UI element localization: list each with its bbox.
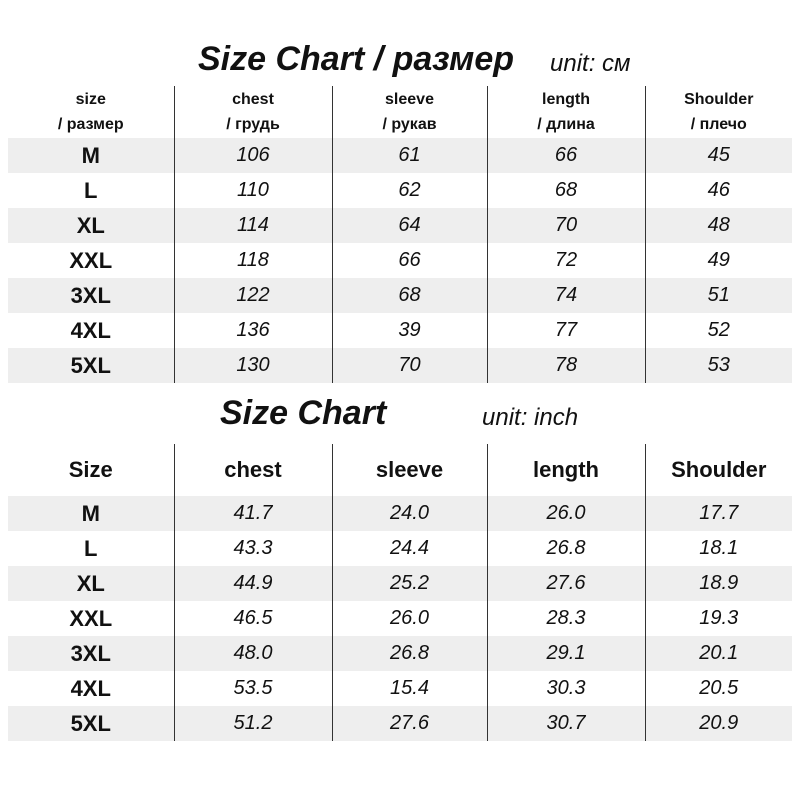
cm-shoulder-cell: 46: [645, 173, 792, 208]
cm-length-cell: 72: [487, 243, 645, 278]
cm-row-4xl: [8, 313, 792, 348]
cm-size-table: [8, 86, 792, 383]
cm-size-cell: L: [84, 177, 98, 203]
inch-shoulder-cell: 20.5: [645, 671, 792, 706]
cm-header-size-en: size: [75, 91, 106, 108]
inch-chest-cell: 48.0: [174, 636, 332, 671]
inch-size-cell: 3XL: [8, 636, 174, 671]
cm-sleeve-cell: 61: [332, 138, 487, 173]
cm-chest-cell: 114: [174, 208, 332, 243]
inch-shoulder-cell: 20.9: [645, 706, 792, 741]
cm-header-sleeve: [332, 86, 487, 138]
inch-chest-cell: 44.9: [174, 566, 332, 601]
inch-header-chest: chest: [174, 444, 332, 496]
cm-sleeve-cell: 70: [332, 348, 487, 383]
inch-shoulder-cell: 19.3: [645, 601, 792, 636]
cm-length-cell: 70: [487, 208, 645, 243]
inch-row-m: [8, 496, 792, 531]
cm-shoulder-cell: 48: [645, 208, 792, 243]
inch-sleeve-cell: 26.0: [332, 601, 487, 636]
inch-row-4xl: [8, 671, 792, 706]
inch-size-cell: L: [84, 535, 98, 561]
inch-header-size: Size: [68, 457, 113, 482]
inch-chest-cell: 43.3: [174, 531, 332, 566]
cm-size-cell: M: [8, 138, 174, 173]
inch-chart-title: Size Chart: [220, 394, 387, 432]
inch-chest-cell: 41.7: [174, 496, 332, 531]
inch-row-xxl: [8, 601, 792, 636]
cm-chest-cell: 136: [174, 313, 332, 348]
cm-header-chest-ru: / грудь: [226, 116, 280, 133]
cm-row-xl: [8, 208, 792, 243]
inch-length-cell: 26.8: [487, 531, 645, 566]
cm-chest-cell: 118: [174, 243, 332, 278]
cm-shoulder-cell: 51: [645, 278, 792, 313]
cm-length-cell: 68: [487, 173, 645, 208]
inch-length-cell: 30.7: [487, 706, 645, 741]
cm-header-sleeve-ru: / рукав: [382, 116, 437, 133]
inch-size-table: [8, 444, 792, 741]
cm-header-length-en: length: [542, 91, 590, 108]
cm-header-chest: [174, 86, 332, 138]
inch-row-3xl: [8, 636, 792, 671]
cm-chart-title: Size Chart / размер: [198, 40, 515, 78]
cm-row-l: [8, 173, 792, 208]
cm-header-shoulder: [645, 86, 792, 138]
inch-unit-label: unit: inch: [482, 404, 579, 431]
inch-length-cell: 27.6: [487, 566, 645, 601]
cm-length-cell: 74: [487, 278, 645, 313]
inch-length-cell: 26.0: [487, 496, 645, 531]
inch-header-sleeve: sleeve: [332, 444, 487, 496]
inch-size-cell: M: [8, 496, 174, 531]
cm-size-cell: 3XL: [8, 278, 174, 313]
inch-row-5xl: [8, 706, 792, 741]
cm-row-5xl: [8, 348, 792, 383]
cm-chest-cell: 106: [174, 138, 332, 173]
inch-length-cell: 29.1: [487, 636, 645, 671]
inch-sleeve-cell: 27.6: [332, 706, 487, 741]
cm-chest-cell: 110: [174, 173, 332, 208]
inch-length-cell: 28.3: [487, 601, 645, 636]
cm-sleeve-cell: 39: [332, 313, 487, 348]
cm-header-size-ru: / размер: [57, 116, 124, 133]
cm-header-length: [487, 86, 645, 138]
cm-length-cell: 66: [487, 138, 645, 173]
cm-shoulder-cell: 45: [645, 138, 792, 173]
inch-size-cell: 5XL: [8, 706, 174, 741]
inch-sleeve-cell: 26.8: [332, 636, 487, 671]
cm-row-m: [8, 138, 792, 173]
inch-shoulder-cell: 20.1: [645, 636, 792, 671]
inch-chest-cell: 51.2: [174, 706, 332, 741]
cm-header-size: [8, 86, 174, 138]
cm-header-row: [8, 86, 792, 138]
cm-row-3xl: [8, 278, 792, 313]
cm-shoulder-cell: 52: [645, 313, 792, 348]
inch-sleeve-cell: 25.2: [332, 566, 487, 601]
cm-unit-label: unit: см: [550, 50, 631, 77]
cm-chest-cell: 130: [174, 348, 332, 383]
cm-header-sleeve-en: sleeve: [385, 91, 434, 108]
cm-header-chest-en: chest: [232, 91, 274, 108]
inch-length-cell: 30.3: [487, 671, 645, 706]
inch-size-cell: 4XL: [70, 675, 111, 701]
cm-row-xxl: [8, 243, 792, 278]
inch-shoulder-cell: 17.7: [645, 496, 792, 531]
inch-sleeve-cell: 15.4: [332, 671, 487, 706]
inch-row-xl: [8, 566, 792, 601]
cm-sleeve-cell: 62: [332, 173, 487, 208]
inch-header-row: [8, 444, 792, 496]
cm-size-cell: 4XL: [70, 317, 111, 343]
cm-shoulder-cell: 49: [645, 243, 792, 278]
inch-sleeve-cell: 24.4: [332, 531, 487, 566]
cm-length-cell: 77: [487, 313, 645, 348]
inch-shoulder-cell: 18.9: [645, 566, 792, 601]
inch-chest-cell: 53.5: [174, 671, 332, 706]
inch-sleeve-cell: 24.0: [332, 496, 487, 531]
inch-chest-cell: 46.5: [174, 601, 332, 636]
cm-header-length-ru: / длина: [537, 116, 595, 133]
cm-sleeve-cell: 68: [332, 278, 487, 313]
inch-size-cell: XL: [8, 566, 174, 601]
inch-header-length: length: [487, 444, 645, 496]
cm-sleeve-cell: 64: [332, 208, 487, 243]
cm-chest-cell: 122: [174, 278, 332, 313]
cm-length-cell: 78: [487, 348, 645, 383]
inch-row-l: [8, 531, 792, 566]
cm-size-cell: XL: [8, 208, 174, 243]
cm-size-cell: XXL: [69, 247, 113, 273]
cm-header-shoulder-en: Shoulder: [684, 91, 754, 108]
inch-shoulder-cell: 18.1: [645, 531, 792, 566]
cm-shoulder-cell: 53: [645, 348, 792, 383]
cm-sleeve-cell: 66: [332, 243, 487, 278]
cm-size-cell: 5XL: [8, 348, 174, 383]
cm-header-shoulder-ru: / плечо: [690, 116, 747, 133]
inch-size-cell: XXL: [69, 605, 113, 631]
inch-header-shoulder: Shoulder: [645, 444, 792, 496]
